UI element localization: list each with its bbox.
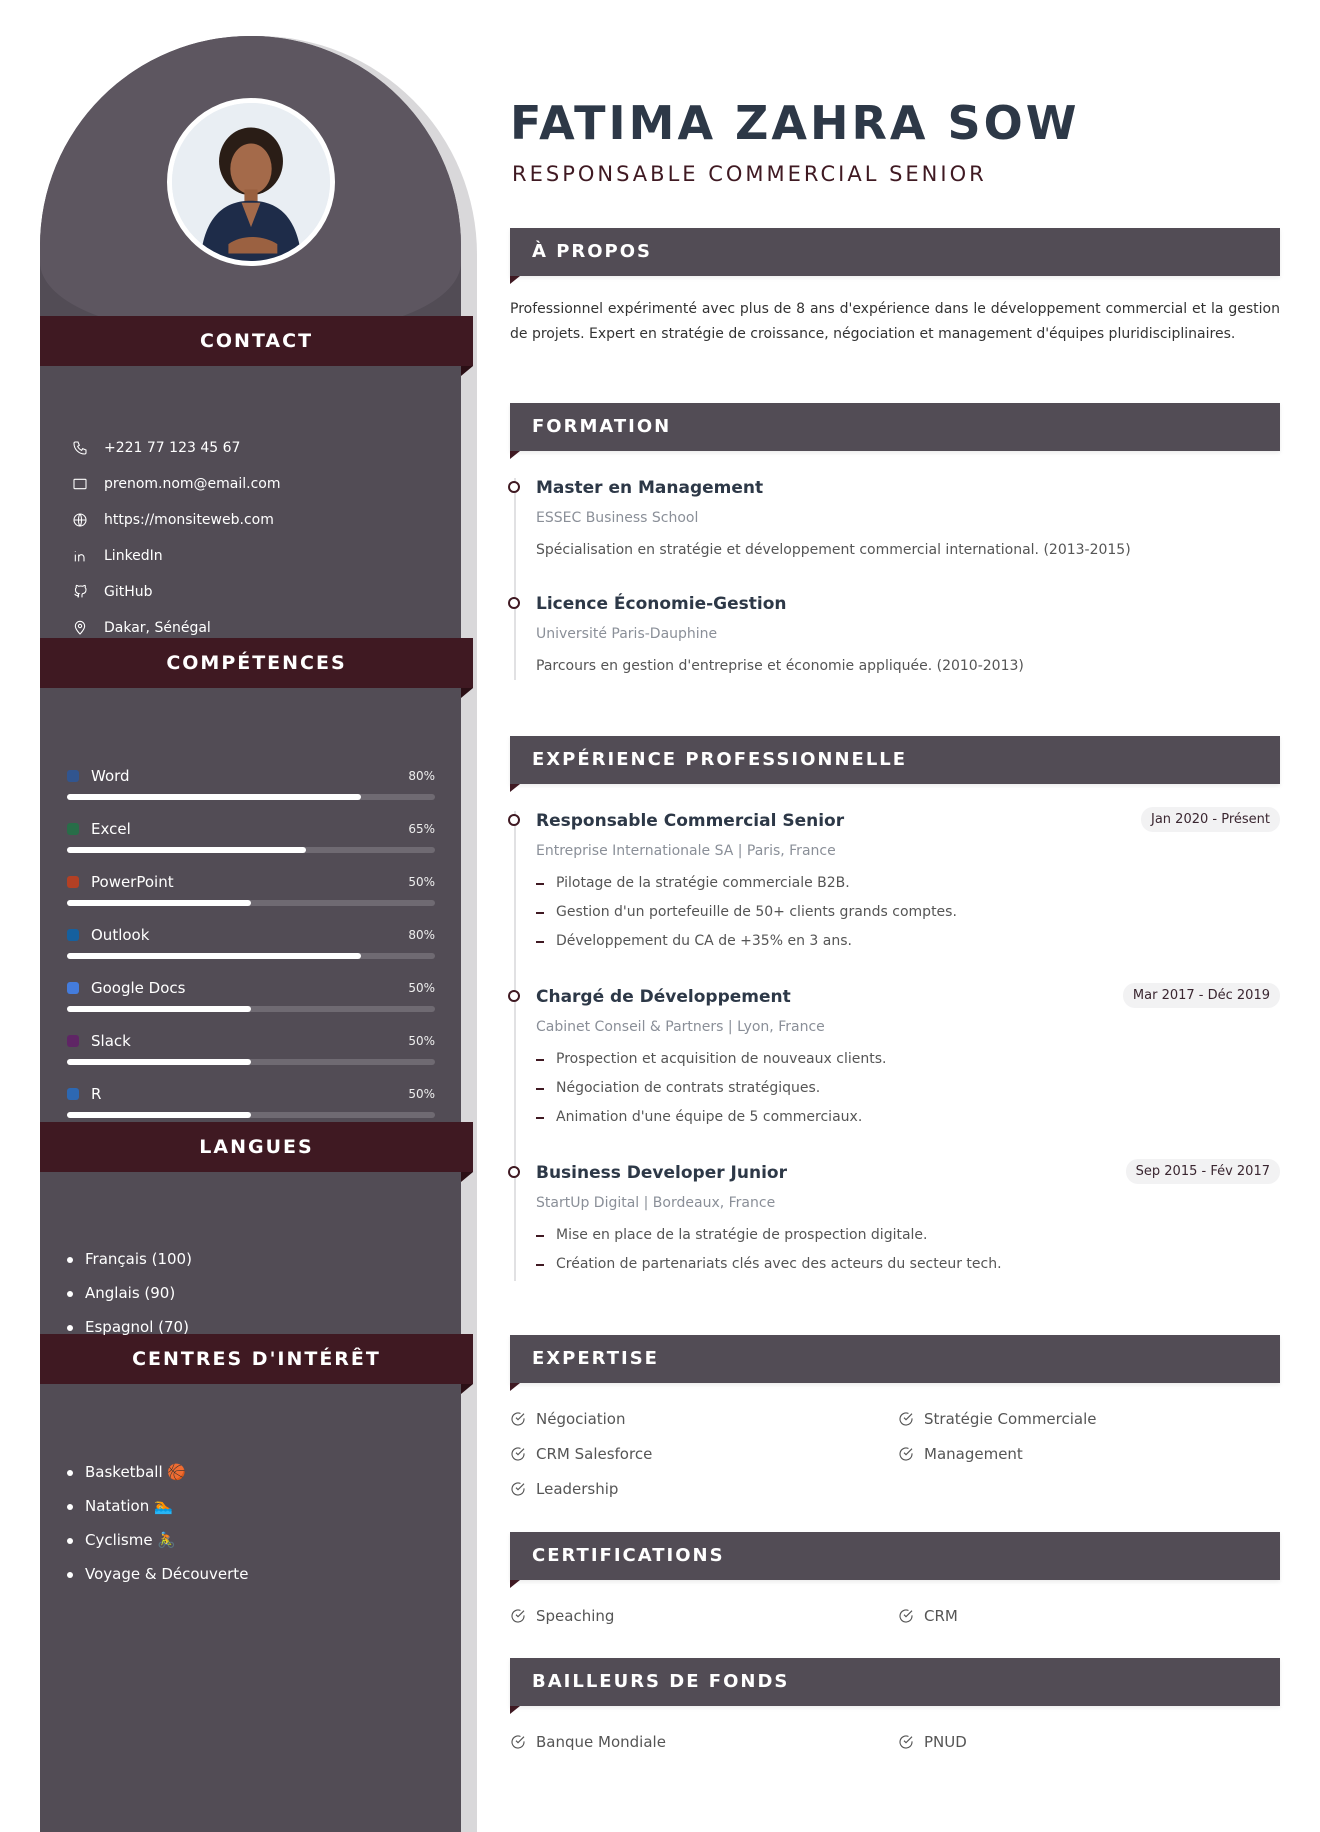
expertise-item: [898, 1443, 1280, 1465]
expertise-label: Management: [924, 1445, 1023, 1463]
skill-percent: 80%: [408, 769, 435, 783]
education-item: [516, 478, 1280, 594]
excel-icon: [67, 823, 79, 835]
skill-bar: [67, 953, 435, 959]
skill-bar: [67, 847, 435, 853]
experience-item: [516, 987, 1280, 1163]
check-circle-icon: [898, 1446, 914, 1462]
funders-heading: BAILLEURS DE FONDS: [510, 1658, 1280, 1706]
contact-text: Dakar, Sénégal: [104, 620, 211, 636]
language-item: Français (100): [67, 1242, 427, 1276]
avatar: [167, 98, 335, 266]
skill-name: Word: [91, 767, 130, 785]
contact-text: LinkedIn: [104, 548, 163, 564]
check-circle-icon: [898, 1411, 914, 1427]
skill-percent: 80%: [408, 928, 435, 942]
experience-item: [516, 811, 1280, 987]
location-icon: [70, 618, 90, 638]
interest-item: Voyage & Découverte: [67, 1557, 427, 1591]
timeline-dot: [508, 597, 520, 609]
contact-text: GitHub: [104, 584, 153, 600]
job-bullet: Négociation de contrats stratégiques.: [536, 1074, 1280, 1103]
skill-bar-fill: [67, 900, 251, 906]
timeline-dot: [508, 1166, 520, 1178]
job-title: Business Developer Junior: [536, 1163, 787, 1183]
certification-item: [510, 1605, 898, 1627]
slack-icon: [67, 1035, 79, 1047]
about-heading: À PROPOS: [510, 228, 1280, 276]
contact-text: +221 77 123 45 67: [104, 440, 241, 456]
certifications-heading: CERTIFICATIONS: [510, 1532, 1280, 1580]
phone-icon: [70, 438, 90, 458]
skill-name: R: [91, 1085, 102, 1103]
r-icon: [67, 1088, 79, 1100]
contact-github[interactable]: [70, 574, 430, 610]
skill-bar: [67, 1059, 435, 1065]
skill-bar-fill: [67, 847, 306, 853]
expertise-item: [898, 1408, 1280, 1430]
skills-list: [67, 764, 435, 1135]
funder-item: [898, 1731, 1280, 1753]
funder-item: [510, 1731, 898, 1753]
skill-name: Google Docs: [91, 979, 186, 997]
job-bullets: [536, 1221, 1280, 1279]
education-heading: FORMATION: [510, 403, 1280, 451]
contact-list: [70, 430, 430, 646]
company-name: Entreprise Internationale SA | Paris, France: [536, 843, 836, 859]
job-bullet: Pilotage de la stratégie commerciale B2B.: [536, 869, 1280, 898]
skill-percent: 65%: [408, 822, 435, 836]
github-icon: [70, 582, 90, 602]
portrait-image: [172, 103, 330, 261]
expertise-item: [510, 1443, 898, 1465]
skill-percent: 50%: [408, 981, 435, 995]
funders-list: [510, 1731, 1280, 1753]
skill-powerpoint: [67, 870, 435, 923]
languages-list: [67, 1242, 427, 1344]
expertise-label: Leadership: [536, 1480, 619, 1498]
linkedin-icon: [70, 546, 90, 566]
interests-heading: CENTRES D'INTÉRÊT: [40, 1334, 473, 1384]
experience-item: [516, 1163, 1280, 1279]
check-circle-icon: [510, 1608, 526, 1624]
powerpoint-icon: [67, 876, 79, 888]
skill-outlook: [67, 923, 435, 976]
expertise-item: [510, 1408, 898, 1430]
experience-heading: EXPÉRIENCE PROFESSIONNELLE: [510, 736, 1280, 784]
about-text: Professionnel expérimenté avec plus de 8 ans d'expérience dans le développement commercial et la gestion de projets. Expert en stratégie de croissance, négociation et management d'équipes pluridisciplinaires.: [510, 301, 1280, 342]
timeline-dot: [508, 990, 520, 1002]
skill-google-docs: [67, 976, 435, 1029]
education-desc: Spécialisation en stratégie et développement commercial international. (2013-2015): [536, 542, 1131, 558]
skill-bar-fill: [67, 794, 361, 800]
expertise-heading: EXPERTISE: [510, 1335, 1280, 1383]
skill-r: [67, 1082, 435, 1135]
skill-slack: [67, 1029, 435, 1082]
interests-list: [67, 1455, 427, 1591]
interest-item: Cyclisme 🚴: [67, 1523, 427, 1557]
skill-name: Outlook: [91, 926, 150, 944]
degree-title: Licence Économie-Gestion: [536, 594, 787, 614]
check-circle-icon: [898, 1734, 914, 1750]
certifications-list: [510, 1605, 1280, 1627]
candidate-name: FATIMA ZAHRA SOW: [510, 96, 1080, 150]
skill-bar-fill: [67, 1112, 251, 1118]
skill-percent: 50%: [408, 1034, 435, 1048]
company-name: Cabinet Conseil & Partners | Lyon, France: [536, 1019, 825, 1035]
certification-label: Speaching: [536, 1607, 615, 1625]
education-desc: Parcours en gestion d'entreprise et économie appliquée. (2010-2013): [536, 658, 1024, 674]
language-item: Espagnol (70): [67, 1310, 427, 1344]
skill-excel: [67, 817, 435, 870]
skills-heading: COMPÉTENCES: [40, 638, 473, 688]
contact-phone[interactable]: [70, 430, 430, 466]
skill-bar-fill: [67, 953, 361, 959]
language-item: Anglais (90): [67, 1276, 427, 1310]
job-bullet: Prospection et acquisition de nouveaux clients.: [536, 1045, 1280, 1074]
interest-item: Basketball 🏀: [67, 1455, 427, 1489]
funder-label: Banque Mondiale: [536, 1733, 666, 1751]
company-name: StartUp Digital | Bordeaux, France: [536, 1195, 776, 1211]
skill-bar: [67, 1006, 435, 1012]
job-bullet: Gestion d'un portefeuille de 50+ clients grands comptes.: [536, 898, 1280, 927]
job-bullets: [536, 1045, 1280, 1132]
skill-name: Slack: [91, 1032, 131, 1050]
skill-name: PowerPoint: [91, 873, 174, 891]
timeline-dot: [508, 481, 520, 493]
expertise-label: Négociation: [536, 1410, 626, 1428]
expertise-label: Stratégie Commerciale: [924, 1410, 1097, 1428]
check-circle-icon: [510, 1411, 526, 1427]
skill-bar-fill: [67, 1059, 251, 1065]
date-badge: Sep 2015 - Fév 2017: [1126, 1159, 1280, 1184]
contact-linkedin[interactable]: [70, 538, 430, 574]
education-timeline: [514, 478, 1280, 680]
skill-bar-fill: [67, 1006, 251, 1012]
contact-text: prenom.nom@email.com: [104, 476, 281, 492]
job-bullet: Création de partenariats clés avec des acteurs du secteur tech.: [536, 1250, 1280, 1279]
school-name: ESSEC Business School: [536, 510, 699, 526]
check-circle-icon: [898, 1608, 914, 1624]
skill-word: [67, 764, 435, 817]
skill-bar: [67, 794, 435, 800]
funder-label: PNUD: [924, 1733, 967, 1751]
job-bullet: Développement du CA de +35% en 3 ans.: [536, 927, 1280, 956]
contact-website[interactable]: [70, 502, 430, 538]
interest-item: Natation 🏊: [67, 1489, 427, 1523]
check-circle-icon: [510, 1734, 526, 1750]
check-circle-icon: [510, 1481, 526, 1497]
globe-icon: [70, 510, 90, 530]
languages-heading: LANGUES: [40, 1122, 473, 1172]
job-title: Chargé de Développement: [536, 987, 791, 1007]
email-icon: [70, 474, 90, 494]
date-badge: Jan 2020 - Présent: [1141, 807, 1280, 832]
school-name: Université Paris-Dauphine: [536, 626, 718, 642]
timeline-dot: [508, 814, 520, 826]
job-bullets: [536, 869, 1280, 956]
contact-location[interactable]: [70, 610, 430, 646]
expertise-label: CRM Salesforce: [536, 1445, 653, 1463]
education-item: [516, 594, 1280, 678]
skill-bar: [67, 900, 435, 906]
job-bullet: Animation d'une équipe de 5 commerciaux.: [536, 1103, 1280, 1132]
google-docs-icon: [67, 982, 79, 994]
expertise-item: [510, 1478, 898, 1500]
date-badge: Mar 2017 - Déc 2019: [1123, 983, 1280, 1008]
contact-text: https://monsiteweb.com: [104, 512, 274, 528]
certification-item: [898, 1605, 1280, 1627]
contact-heading: CONTACT: [40, 316, 473, 366]
skill-name: Excel: [91, 820, 131, 838]
outlook-icon: [67, 929, 79, 941]
word-icon: [67, 770, 79, 782]
expertise-list: [510, 1408, 1280, 1500]
check-circle-icon: [510, 1446, 526, 1462]
contact-email[interactable]: [70, 466, 430, 502]
candidate-role: RESPONSABLE COMMERCIAL SENIOR: [512, 162, 987, 186]
job-bullet: Mise en place de la stratégie de prospection digitale.: [536, 1221, 1280, 1250]
job-title: Responsable Commercial Senior: [536, 811, 845, 831]
experience-timeline: [514, 811, 1280, 1281]
skill-percent: 50%: [408, 875, 435, 889]
degree-title: Master en Management: [536, 478, 764, 498]
skill-percent: 50%: [408, 1087, 435, 1101]
skill-bar: [67, 1112, 435, 1118]
certification-label: CRM: [924, 1607, 958, 1625]
